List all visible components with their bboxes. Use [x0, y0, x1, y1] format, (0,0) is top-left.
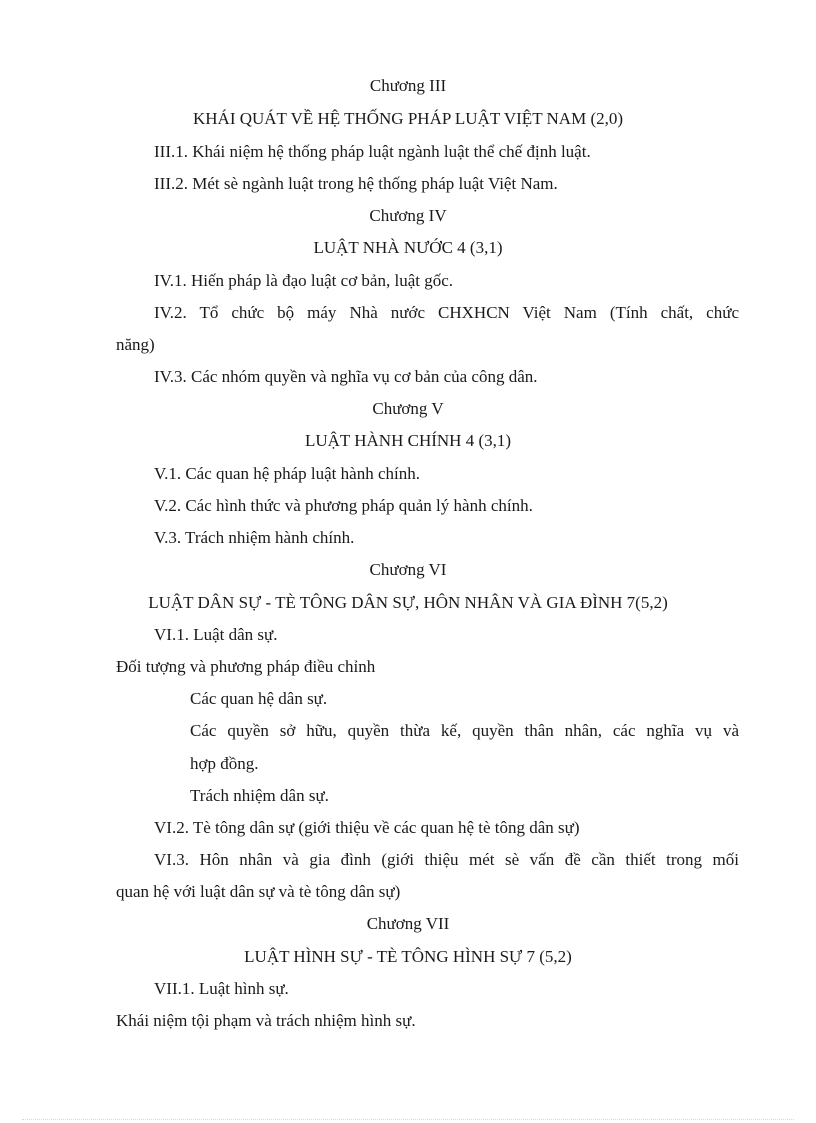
chapter-4-heading: Chương IV	[369, 206, 447, 225]
chapter-4-item-1: IV.1. Hiến pháp là đạo luật cơ bản, luật gốc.	[154, 271, 454, 290]
chapter-4-item-2-line-2: năng)	[116, 335, 155, 354]
chapter-5-item-3: V.3. Trách nhiệm hành chính.	[154, 528, 355, 547]
chapter-7-line-2: Khái niệm tội phạm và trách nhiệm hình sự.	[116, 1011, 416, 1030]
chapter-6-title: LUẬT DÂN SỰ - TÈ TÔNG DÂN SỰ, HÔN NHÂN VÀ GIA ĐÌNH 7(5,2)	[148, 593, 668, 612]
chapter-5-item-2: V.2. Các hình thức và phương pháp quản lý hành chính.	[154, 496, 533, 515]
chapter-6-heading: Chương VI	[369, 560, 447, 579]
chapter-5-heading: Chương V	[372, 399, 444, 418]
chapter-4-title: LUẬT NHÀ NƯỚC 4 (3,1)	[313, 238, 503, 257]
page-bottom-rule	[22, 1119, 794, 1120]
chapter-7-title: LUẬT HÌNH SỰ - TÈ TÔNG HÌNH SỰ 7 (5,2)	[244, 947, 572, 966]
chapter-6-item-3-line-1: VI.3. Hôn nhân và gia đình (giới thiệu mét sè vấn đề cần thiết trong mối	[154, 850, 739, 869]
chapter-5-title: LUẬT HÀNH CHÍNH 4 (3,1)	[304, 431, 512, 450]
chapter-3-title: KHÁI QUÁT VỀ HỆ THỐNG PHÁP LUẬT VIỆT NAM (2,0)	[192, 109, 624, 128]
chapter-3-item-2: III.2. Mét sè ngành luật trong hệ thống pháp luật Việt Nam.	[154, 174, 558, 193]
chapter-6-item-2: VI.2. Tè tông dân sự (giới thiệu về các quan hệ tè tông dân sự)	[154, 818, 580, 837]
chapter-6-sub-2-line-1: Các quyền sở hữu, quyền thừa kế, quyền thân nhân, các nghĩa vụ và	[190, 721, 739, 740]
chapter-7-heading: Chương VII	[366, 914, 450, 933]
chapter-3-item-1: III.1. Khái niệm hệ thống pháp luật ngành luật thể chế định luật.	[154, 142, 591, 161]
chapter-7-item-1: VII.1. Luật hình sự.	[154, 979, 289, 998]
chapter-5-item-1: V.1. Các quan hệ pháp luật hành chính.	[154, 464, 420, 483]
chapter-6-sub-2-line-2: hợp đồng.	[190, 754, 259, 773]
chapter-4-item-3: IV.3. Các nhóm quyền và nghĩa vụ cơ bản của công dân.	[154, 367, 538, 386]
chapter-6-sub-1: Các quan hệ dân sự.	[190, 689, 328, 708]
chapter-6-item-1: VI.1. Luật dân sự.	[154, 625, 278, 644]
chapter-4-item-2-line-1: IV.2. Tổ chức bộ máy Nhà nước CHXHCN Việt Nam (Tính chất, chức	[154, 303, 739, 322]
chapter-3-heading: Chương III	[369, 76, 447, 95]
chapter-6-item-3-line-2: quan hệ với luật dân sự và tè tông dân sự)	[116, 882, 401, 901]
chapter-6-subject: Đối tượng và phương pháp điều chỉnh	[116, 657, 376, 676]
chapter-6-sub-3: Trách nhiệm dân sự.	[190, 786, 329, 805]
